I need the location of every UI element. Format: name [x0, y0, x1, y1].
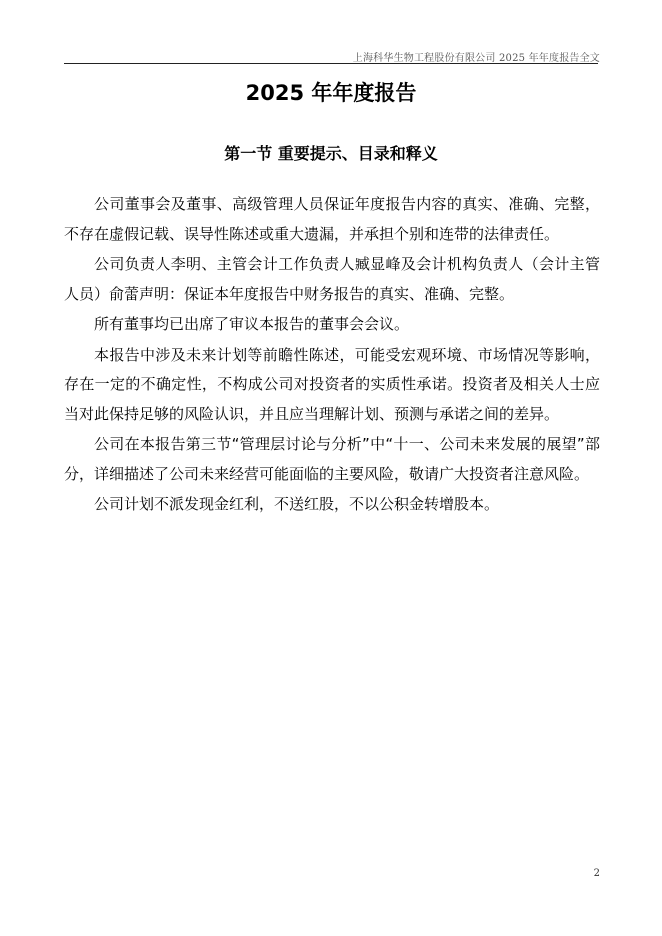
- running-header: 上海科华生物工程股份有限公司 2025 年年度报告全文: [352, 53, 600, 64]
- page-number: 2: [593, 868, 600, 879]
- paragraph-board-guarantee: 公司董事会及董事、高级管理人员保证年度报告内容的真实、准确、完整，不存在虚假记载、误导性陈述或重大遗漏，并承担个别和连带的法律责任。: [64, 195, 600, 243]
- section-title: 第一节 重要提示、目录和释义: [224, 144, 438, 163]
- paragraph-board-attendance: 所有董事均已出席了审议本报告的董事会会议。: [94, 315, 410, 333]
- body-text: [64, 190, 600, 521]
- paragraph-dividend-plan: 公司计划不派发现金红利，不送红股，不以公积金转增股本。: [94, 495, 500, 513]
- paragraph-risk-notice: 公司在本报告第三节“管理层讨论与分析”中“十一、公司未来发展的展望”部分，详细描述了公司未来经营可能面临的主要风险，敬请广大投资者注意风险。: [64, 435, 600, 483]
- document-title: 2025 年年度报告: [245, 81, 417, 105]
- header-divider: [64, 63, 598, 64]
- paragraph-financial-statement-declaration: 公司负责人李明、主管会计工作负责人臧显峰及会计机构负责人（会计主管人员）俞蕾声明：保证本年度报告中财务报告的真实、准确、完整。: [64, 255, 600, 303]
- paragraph-forward-looking-statement: 本报告中涉及未来计划等前瞻性陈述，可能受宏观环境、市场情况等影响，存在一定的不确定性，不构成公司对投资者的实质性承诺。投资者及相关人士应当对此保持足够的风险认识，并且应当理解计划、预测与承诺之间的差异。: [64, 345, 600, 423]
